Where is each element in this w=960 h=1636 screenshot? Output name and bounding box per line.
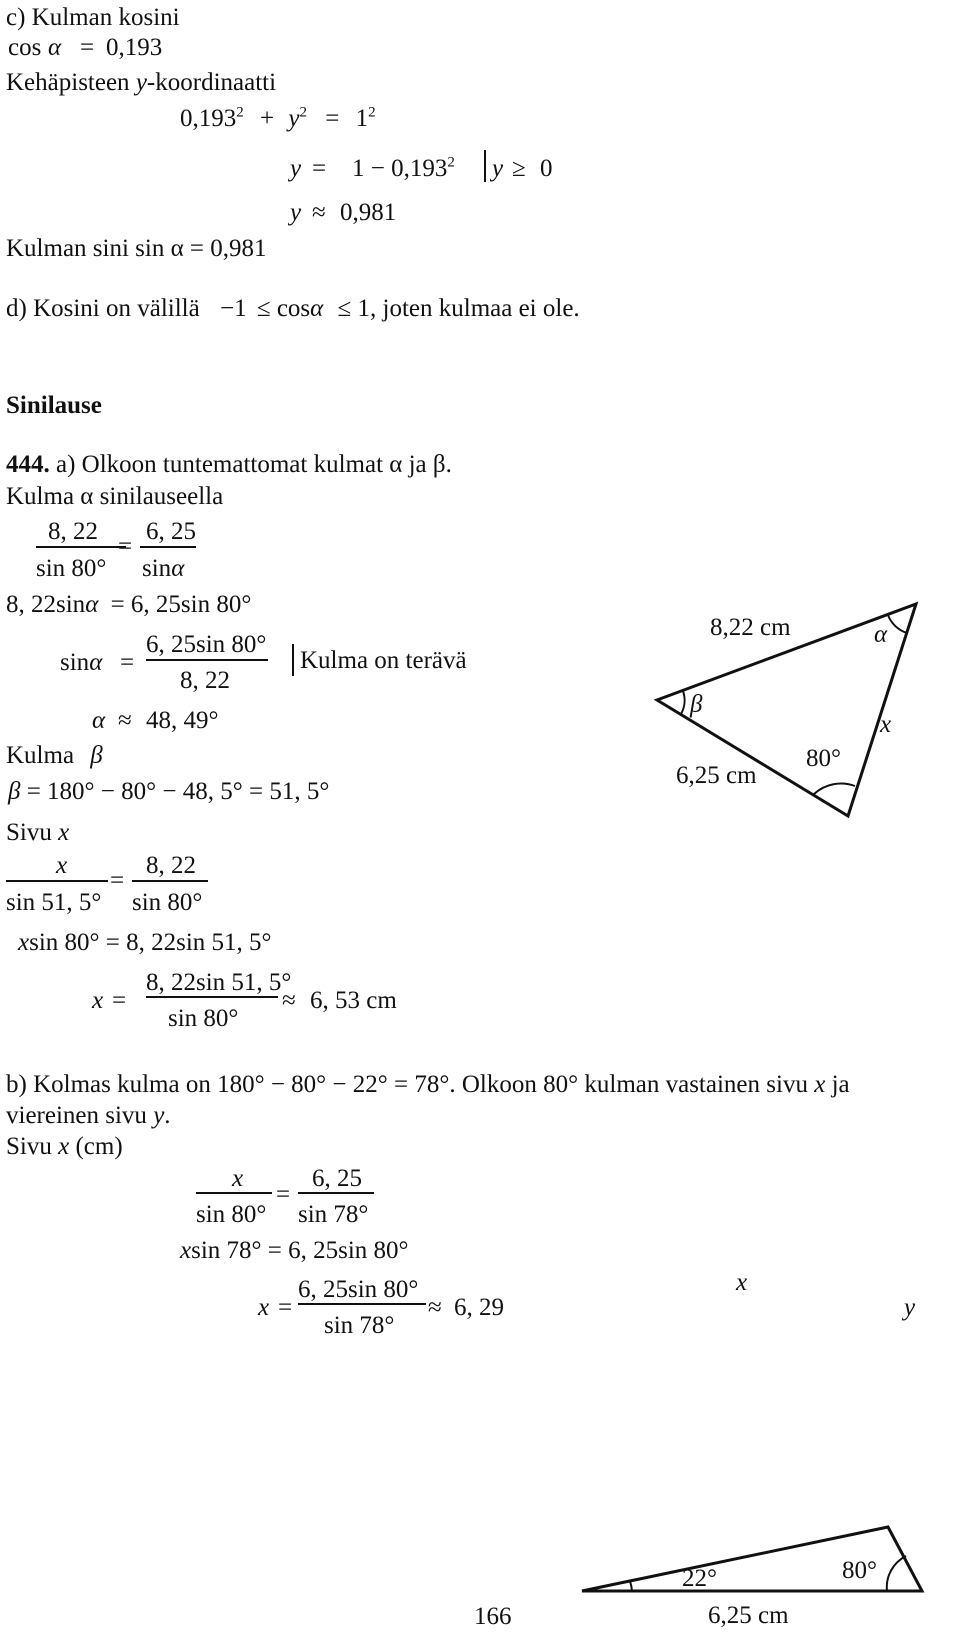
- y-variable: y: [290, 155, 302, 182]
- angle-80-label: 80°: [842, 1557, 877, 1584]
- part-b-line1: b) Kolmas kulma on 180° − 80° − 22° = 78°. Olkoon 80° kulman vastainen sivu x ja: [6, 1071, 850, 1098]
- y-variable: y: [290, 199, 302, 226]
- alpha-label: α: [874, 621, 888, 648]
- x-side-label: x: [880, 711, 892, 738]
- fraction-denominator: sin 80°: [36, 555, 107, 582]
- page-number: 166: [474, 1603, 512, 1630]
- angle-80-arc: [814, 783, 855, 794]
- beta-equation: β = 180° − 80° − 48, 5° = 51, 5°: [8, 778, 330, 805]
- equals-sign: =: [278, 1294, 293, 1321]
- sqrt-radicand: $1 - 0,193^2$: [352, 154, 455, 182]
- exercise-444-intro: 444. a) Olkoon tuntemattomat kulmat α ja β.: [6, 451, 452, 478]
- fraction-numerator: 6, 25: [146, 518, 196, 545]
- approx-sign: ≈: [282, 987, 296, 1014]
- side-label-bottom: 6,25 cm: [676, 762, 757, 789]
- alpha-value: 48, 49°: [146, 707, 219, 734]
- part-c-heading: c) Kulman kosini: [6, 4, 180, 31]
- approx-sign: ≈: [428, 1294, 442, 1321]
- cos-lhs: cos: [8, 34, 42, 61]
- beta-arc: [681, 691, 685, 714]
- equation-line: 8, 22sinα = 6, 25sin 80°: [6, 591, 252, 618]
- side-x-heading: Sivu x: [6, 819, 70, 846]
- fraction-denominator: sin 80°: [196, 1201, 267, 1228]
- x-variable: x: [92, 987, 104, 1014]
- fraction-denominator: sin 51, 5°: [6, 889, 102, 916]
- fraction-denominator: sin 80°: [168, 1005, 239, 1032]
- y-side-label: y: [904, 1294, 916, 1321]
- condition-zero: 0: [540, 155, 553, 182]
- x-variable: x: [258, 1294, 270, 1321]
- fraction-numerator: 8, 22: [146, 852, 196, 879]
- part-b-line2: viereinen sivu y.: [6, 1102, 171, 1129]
- angle-80-label: 80°: [806, 745, 841, 772]
- fraction-bar: [196, 1192, 272, 1194]
- angle-80-arc: [887, 1556, 906, 1591]
- x-value: 6, 29: [454, 1294, 504, 1321]
- equals-sign: =: [120, 649, 135, 676]
- x-side-label: x: [736, 1269, 748, 1296]
- acute-note: Kulma on terävä: [300, 647, 467, 674]
- beta-label: β: [690, 691, 703, 718]
- condition-y: y: [492, 155, 504, 182]
- sine-result: Kulman sini sin α = 0,981: [6, 235, 267, 262]
- alpha-heading: Kulma α sinilauseella: [6, 483, 224, 510]
- fraction-numerator: 6, 25sin 80°: [298, 1276, 419, 1303]
- fraction-numerator: 6, 25sin 80°: [146, 631, 267, 658]
- equation-line: xsin 80° = 8, 22sin 51, 5°: [18, 929, 272, 956]
- fraction-numerator: 6, 25: [312, 1165, 362, 1192]
- equals-sign: =: [110, 867, 125, 894]
- geq-sign: ≥: [512, 155, 526, 182]
- fraction-denominator: sinα: [142, 555, 185, 582]
- side-x-heading: Sivu x (cm): [6, 1133, 123, 1160]
- cos-value: 0,193: [106, 34, 163, 61]
- angle-22-label: 22°: [682, 1565, 717, 1592]
- beta-heading: Kulma β: [6, 742, 103, 769]
- part-d-text: d) Kosini on välillä −1 ≤ cosα ≤ 1, joten kulmaa ei ole.: [6, 295, 580, 322]
- y-value: 0,981: [340, 199, 397, 226]
- fraction-numerator: x: [56, 852, 68, 879]
- fraction-denominator: sin 78°: [324, 1312, 395, 1339]
- equals-sign: =: [80, 34, 95, 61]
- approx-sign: ≈: [312, 199, 326, 226]
- section-title: Sinilause: [6, 392, 102, 419]
- approx-sign: ≈: [118, 707, 132, 734]
- y-coordinate-heading: Kehäpisteen y-koordinaatti: [6, 69, 277, 96]
- x-value: 6, 53 cm: [310, 987, 397, 1014]
- base-label: 6,25 cm: [708, 1602, 789, 1629]
- fraction-denominator: sin 78°: [298, 1201, 369, 1228]
- fraction-numerator: 8, 22: [48, 518, 98, 545]
- side-label-top: 8,22 cm: [710, 614, 791, 641]
- equals-sign: =: [118, 533, 133, 560]
- alpha-arc: [888, 615, 907, 633]
- fraction-numerator: x: [232, 1165, 244, 1192]
- alpha-symbol: α: [92, 707, 106, 734]
- fraction-numerator: 8, 22sin 51, 5°: [146, 969, 292, 996]
- fraction-bar: [298, 1192, 374, 1194]
- fraction-denominator: sin 80°: [132, 889, 203, 916]
- equals-sign: =: [312, 155, 327, 182]
- circle-equation: $0,193^2 + y^2 = 1^2$: [180, 104, 376, 132]
- equals-sign: =: [276, 1181, 291, 1208]
- fraction-bar: [298, 1303, 426, 1305]
- equation-line: xsin 78° = 6, 25sin 80°: [180, 1237, 409, 1264]
- fraction-denominator: 8, 22: [180, 667, 230, 694]
- equals-sign: =: [112, 987, 127, 1014]
- sin-alpha-lhs: sinα: [60, 649, 103, 676]
- alpha-symbol: α: [48, 34, 62, 61]
